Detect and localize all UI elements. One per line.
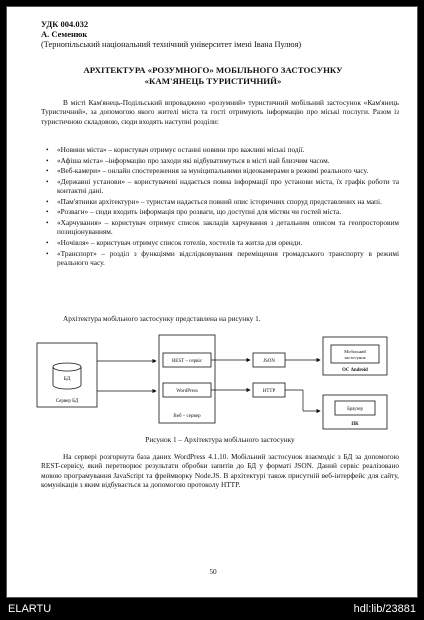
mobile-app-label-1: Мобільний (344, 349, 366, 354)
architecture-diagram (35, 331, 405, 431)
list-item: • «Державні установи» – користувачеві надається повна інформації про установи міста, їх графік роботи та контактні дані. (46, 176, 399, 196)
bullet-icon: • (46, 248, 49, 258)
list-item: • «Транспорт» – розділ з функціями відслідковування переміщення громадського транспорту в режимі реального часу. (46, 248, 399, 267)
browser-label: Браузер (347, 407, 363, 412)
web-server-box (159, 335, 215, 423)
document-page (6, 6, 418, 598)
bullet-icon: • (46, 155, 49, 165)
intro-paragraph: В місті Кам'янець-Подільський впроваджено «розумний» туристичний мобільний застосунок «Кам'янець Туристичний», за допомогою якого жителі міста та гості отримують інформацію про міські послуги. Разом із туристичною складовою, сюди входять наступні розділи: (41, 98, 399, 126)
bullet-icon: • (46, 217, 49, 227)
bullet-icon: • (46, 237, 49, 247)
rest-service-label: REST – сервіс (171, 359, 203, 364)
bullet-icon: • (46, 166, 49, 176)
wordpress-label: WordPress (176, 389, 198, 394)
bullet-icon: • (46, 176, 49, 186)
figure-caption: Рисунок 1 – Архітектура мобільного застосунку (145, 435, 295, 444)
list-item: • «Новини міста» – користувач отримує останні новини про важливі міські події. (46, 145, 305, 154)
affiliation: (Тернопільський національний технічний університет імені Івана Пулюя) (41, 40, 302, 49)
mobile-app-label-2: застосунок (344, 355, 366, 360)
body-paragraph: На сервері розгорнута база даних WordPress 4.1.10. Мобільний застосунок взаємодіє з БД за допомогою REST-сервісу, який перетворює результати обробки запитів до БД у форматі JSON. Даний сервіс реалізовано мовою програмування JavaScript та фреймворку Node.JS. В архітектурі також присутній веб-інтерфейс для сайту, комунікація з яким відбувається за допомогою протоколу HTTP. (41, 452, 399, 490)
list-item: • «Пам'ятники архітектури» – туристам надається повний опис історичних споруд представлених на мапі. (46, 196, 382, 206)
http-label: HTTP (262, 389, 276, 394)
title-line-2: «КАМ'ЯНЕЦЬ ТУРИСТИЧНИЙ» (144, 76, 282, 86)
list-item: • «Харчування» – користувач отримує список закладів харчування з детальним описом та геопросторовим позиціонуванням. (46, 217, 399, 237)
bullet-icon: • (46, 145, 49, 154)
list-item: • «Веб-камери» – онлайн спостереження за муніципальними відеокамерами в режимі реального часу. (46, 166, 369, 176)
list-item: • «Афіша міста» –інформацію про заходи які відбуватимуться в місті най близчим часом. (46, 155, 330, 165)
mobile-app-box (331, 345, 379, 363)
bullet-icon: • (46, 196, 49, 206)
db-label: БД (63, 376, 71, 382)
sections-list (41, 145, 399, 269)
handle-id: hdl:lib/23881 (353, 603, 416, 615)
pc-label: ПК (351, 422, 359, 427)
paper-title (27, 65, 399, 87)
list-item: • «Ночівля» – користувач отримує список готелів, хостелів та житла для оренди. (46, 237, 303, 247)
title-line-1: АРХІТЕКТУРА «РОЗУМНОГО» МОБІЛЬНОГО ЗАСТОСУНКУ (83, 65, 343, 75)
footer-bar (0, 600, 424, 620)
web-server-label: Веб – сервер (173, 414, 201, 419)
db-server-label: Сервер БД (55, 399, 79, 404)
repository-name: ELARTU (8, 603, 52, 615)
author-name: А. Семенюк (41, 29, 88, 39)
udk-code: УДК 004.032 (41, 19, 89, 29)
figure-intro: Архітектура мобільного застосунку представлена на рисунку 1. (63, 314, 261, 323)
list-item: • «Розваги» – сюди входить інформація про розваги, що доступні для містян чи гостей міста. (46, 207, 342, 217)
android-label: ОС Android (342, 368, 368, 373)
page-number: 50 (209, 567, 217, 576)
bullet-icon: • (46, 207, 49, 217)
json-label: JSON (263, 359, 275, 364)
